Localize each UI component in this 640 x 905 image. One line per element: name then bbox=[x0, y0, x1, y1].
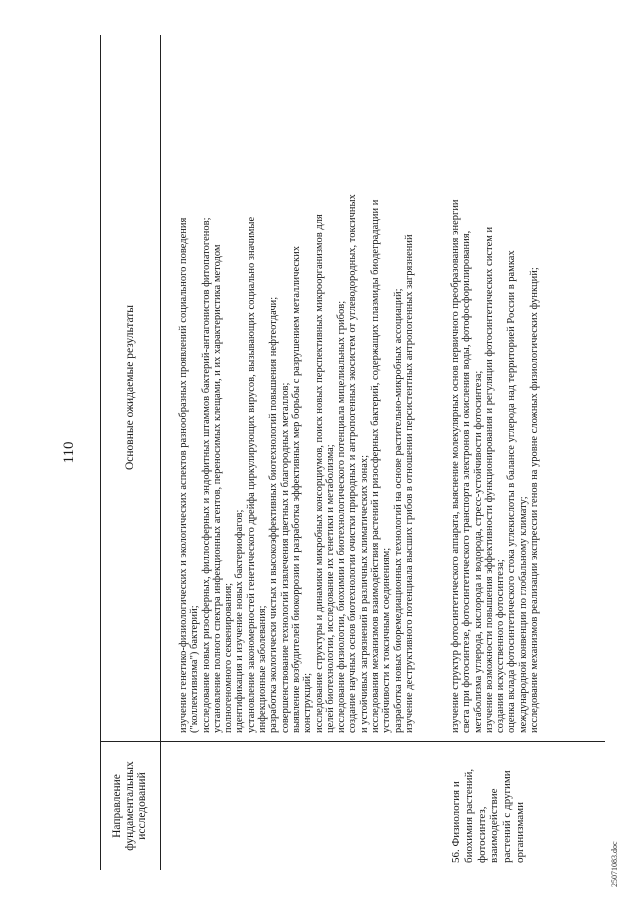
result-line: изучение возможности повышения эффективности функционирования и регуляции фотосинтетических систем и bbox=[483, 226, 495, 733]
row-2-direction bbox=[450, 749, 527, 863]
direction-line: биохимия растений, bbox=[462, 768, 475, 863]
result-line: целей биотехнологии, исследование их генетики и метаболизма; bbox=[324, 444, 336, 733]
row-2-results bbox=[450, 43, 540, 733]
direction-line: растений с другими bbox=[501, 770, 514, 863]
result-line: исследование структуры и динамики микробных консорциумов, поиск новых перспективных микроорганизмов для bbox=[313, 214, 325, 733]
document-filename: 25071083.doc bbox=[610, 841, 619, 887]
direction-line: фотосинтез, bbox=[475, 806, 488, 863]
result-line: света при фотосинтезе, фотосинтетического транспорта электронов и окисления воды, фотофосфорилирования, bbox=[461, 230, 473, 733]
result-line: совершенствование технологий извлечения цветных и благородных металлов; bbox=[279, 382, 291, 733]
result-line: разработка новых биоремедиационных технологий на основе растительно-микробных ассоциаций; bbox=[392, 288, 404, 733]
result-line: инфекционные заболевания; bbox=[257, 605, 269, 733]
result-line: оценка вклада фотосинтетического стока углекислоты в балансе углерода над территорией России в рамках bbox=[506, 250, 518, 733]
result-line: выявление возбудителей биокоррозии и разработка эффективных мер борьбы с разрушением металлических bbox=[290, 245, 302, 733]
result-line: создания искусственного фотосинтеза; bbox=[495, 559, 507, 733]
result-line: исследование физиологии, биохимии и биотехнологического потенциала мицелиальных грибов; bbox=[336, 300, 348, 733]
table-column-divider bbox=[100, 741, 605, 742]
result-line: установление полного спектра инфекционных агентов, переносимых клещами, и их характеристика методом bbox=[211, 244, 223, 733]
result-line: исследование механизмов реализации экспрессии генов на уровне сложных физиологических функций; bbox=[529, 267, 541, 733]
direction-line: организмами bbox=[513, 802, 526, 863]
result-line: исследование новых ризосферных, филлосферных и эндофитных штаммов бактерий-антагонистов фитопатогенов; bbox=[200, 217, 212, 733]
result-line: идентификация и изучение новых бактериофагов; bbox=[234, 509, 246, 733]
result-line: ("коллективизма") бактерий; bbox=[189, 605, 201, 733]
result-line: международной конвенции по глобальному климату; bbox=[517, 496, 529, 733]
result-line: установление закономерностей генетического дрейфа циркулирующих вирусов, вызывающих социально значимые bbox=[245, 216, 257, 733]
result-line: создание научных основ биотехнологии очистки природных и антропогенных экосистем от углеводородных, токсичных bbox=[347, 194, 359, 733]
direction-line: 56. Физиология и bbox=[450, 781, 462, 863]
direction-line: взаимодействие bbox=[488, 788, 501, 863]
row-1-results bbox=[178, 43, 415, 733]
table-header-divider bbox=[160, 35, 161, 870]
result-line: и устойчивых загрязнений в различных климатических зонах; bbox=[358, 454, 370, 733]
result-line: изучение генетико-физиологических и экологических аспектов разнообразных проявлений социального поведения bbox=[178, 217, 189, 733]
result-line: полногеномного секвенирования; bbox=[223, 582, 235, 733]
result-line: изучение структур фотосинтетического аппарата, выяснение молекулярных основ первичного преобразования энергии bbox=[450, 199, 461, 733]
result-line: метаболизма углерода, кислорода и водорода, стресс-устойчивости фотосинтеза; bbox=[472, 370, 484, 733]
header-direction: Направление фундаментальных исследований bbox=[111, 761, 149, 851]
research-directions-table bbox=[100, 35, 605, 870]
result-line: устойчивости к токсичным соединениям; bbox=[381, 547, 393, 733]
page-number: 110 bbox=[61, 441, 77, 464]
result-line: исследования механизмов взаимодействия растений и ризосферных бактерий, содержащих плазмиды биодеградации и bbox=[370, 199, 382, 733]
header-results: Основные ожидаемые результаты bbox=[123, 304, 136, 471]
result-line: разработка экологически чистых и высокоэффективных биотехнологий повышения нефтеотдачи; bbox=[268, 296, 280, 733]
result-line: конструкций; bbox=[302, 672, 314, 733]
result-line: изучение деструктивного потенциала высших грибов в отношении персистентных антропогенных загрязнений bbox=[403, 234, 415, 733]
